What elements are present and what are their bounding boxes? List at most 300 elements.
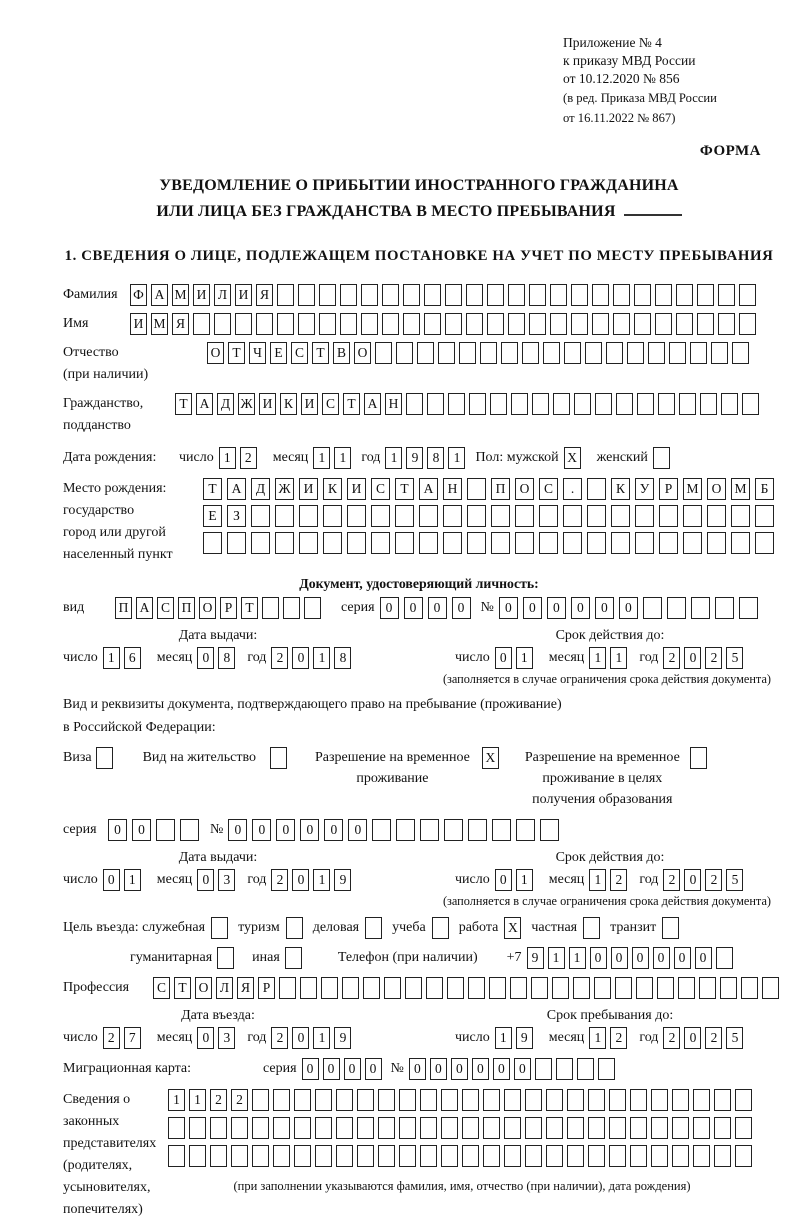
char-cell[interactable]: Н <box>443 478 462 500</box>
char-cell[interactable] <box>252 1117 269 1139</box>
char-cell[interactable]: 1 <box>124 869 141 891</box>
char-cell[interactable] <box>721 393 738 415</box>
char-cell[interactable] <box>444 819 463 841</box>
char-cell[interactable]: 1 <box>313 447 330 469</box>
char-cell[interactable] <box>563 532 582 554</box>
char-cell[interactable] <box>522 342 539 364</box>
char-cell[interactable] <box>739 313 756 335</box>
char-cell[interactable] <box>189 1117 206 1139</box>
char-cell[interactable] <box>279 977 296 999</box>
char-cell[interactable] <box>540 819 559 841</box>
char-cell[interactable] <box>321 977 338 999</box>
char-cell[interactable] <box>762 977 779 999</box>
char-cell[interactable] <box>361 313 378 335</box>
char-cell[interactable] <box>323 532 342 554</box>
char-cell[interactable] <box>315 1117 332 1139</box>
char-cell[interactable]: 8 <box>427 447 444 469</box>
char-cell[interactable] <box>634 313 651 335</box>
char-cell[interactable] <box>468 819 487 841</box>
char-cell[interactable] <box>667 597 686 619</box>
char-cell[interactable]: Ф <box>130 284 147 306</box>
char-cell[interactable]: 2 <box>705 647 722 669</box>
char-cell[interactable]: О <box>354 342 371 364</box>
char-cell[interactable] <box>678 977 695 999</box>
char-cell[interactable]: 0 <box>619 597 638 619</box>
char-cell[interactable]: М <box>151 313 168 335</box>
char-cell[interactable] <box>669 342 686 364</box>
char-cell[interactable]: 1 <box>313 1027 330 1049</box>
char-cell[interactable] <box>299 532 318 554</box>
char-cell[interactable] <box>592 313 609 335</box>
char-cell[interactable] <box>755 532 774 554</box>
char-cell[interactable]: 1 <box>385 447 402 469</box>
char-cell[interactable] <box>378 1117 395 1139</box>
char-cell[interactable] <box>606 342 623 364</box>
char-cell[interactable] <box>227 532 246 554</box>
char-cell[interactable] <box>546 1089 563 1111</box>
char-cell[interactable] <box>672 1117 689 1139</box>
char-cell[interactable] <box>443 505 462 527</box>
char-cell[interactable] <box>424 313 441 335</box>
char-cell[interactable] <box>516 819 535 841</box>
char-cell[interactable]: 0 <box>451 1058 468 1080</box>
char-cell[interactable] <box>598 1058 615 1080</box>
char-cell[interactable] <box>655 313 672 335</box>
char-cell[interactable]: Р <box>659 478 678 500</box>
char-cell[interactable] <box>720 977 737 999</box>
char-cell[interactable]: О <box>707 478 726 500</box>
char-cell[interactable]: 0 <box>103 869 120 891</box>
char-cell[interactable]: 0 <box>611 947 628 969</box>
char-cell[interactable] <box>662 917 679 939</box>
char-cell[interactable] <box>371 505 390 527</box>
char-cell[interactable] <box>256 313 273 335</box>
char-cell[interactable] <box>298 284 315 306</box>
char-cell[interactable]: 2 <box>705 869 722 891</box>
char-cell[interactable] <box>634 284 651 306</box>
char-cell[interactable] <box>156 819 175 841</box>
char-cell[interactable] <box>611 505 630 527</box>
char-cell[interactable] <box>251 532 270 554</box>
char-cell[interactable]: 1 <box>569 947 586 969</box>
char-cell[interactable]: 0 <box>409 1058 426 1080</box>
char-cell[interactable] <box>574 393 591 415</box>
char-cell[interactable]: 0 <box>292 647 309 669</box>
char-cell[interactable] <box>679 393 696 415</box>
char-cell[interactable] <box>637 393 654 415</box>
char-cell[interactable] <box>672 1145 689 1167</box>
char-cell[interactable] <box>716 947 733 969</box>
char-cell[interactable]: 0 <box>571 597 590 619</box>
char-cell[interactable] <box>653 447 670 469</box>
char-cell[interactable]: Д <box>251 478 270 500</box>
char-cell[interactable] <box>693 1117 710 1139</box>
char-cell[interactable] <box>403 284 420 306</box>
char-cell[interactable] <box>609 1089 626 1111</box>
char-cell[interactable]: X <box>564 447 581 469</box>
char-cell[interactable]: Б <box>755 478 774 500</box>
char-cell[interactable]: 0 <box>547 597 566 619</box>
char-cell[interactable] <box>735 1117 752 1139</box>
char-cell[interactable] <box>210 1117 227 1139</box>
char-cell[interactable] <box>466 313 483 335</box>
char-cell[interactable]: 0 <box>228 819 247 841</box>
char-cell[interactable] <box>630 1145 647 1167</box>
char-cell[interactable]: 0 <box>428 597 447 619</box>
char-cell[interactable]: У <box>635 478 654 500</box>
char-cell[interactable]: 1 <box>189 1089 206 1111</box>
char-cell[interactable]: 0 <box>348 819 367 841</box>
char-cell[interactable] <box>467 532 486 554</box>
char-cell[interactable] <box>651 1145 668 1167</box>
char-cell[interactable]: 0 <box>653 947 670 969</box>
char-cell[interactable]: Л <box>216 977 233 999</box>
char-cell[interactable] <box>583 917 600 939</box>
char-cell[interactable]: 0 <box>132 819 151 841</box>
char-cell[interactable] <box>375 342 392 364</box>
char-cell[interactable]: Т <box>175 393 192 415</box>
char-cell[interactable] <box>396 342 413 364</box>
char-cell[interactable] <box>262 597 279 619</box>
char-cell[interactable]: 0 <box>590 947 607 969</box>
char-cell[interactable]: 0 <box>499 597 518 619</box>
char-cell[interactable] <box>693 1089 710 1111</box>
char-cell[interactable] <box>609 1117 626 1139</box>
char-cell[interactable] <box>510 977 527 999</box>
char-cell[interactable] <box>315 1145 332 1167</box>
char-cell[interactable]: И <box>301 393 318 415</box>
char-cell[interactable] <box>420 1117 437 1139</box>
char-cell[interactable] <box>445 313 462 335</box>
char-cell[interactable] <box>189 1145 206 1167</box>
char-cell[interactable] <box>714 1089 731 1111</box>
char-cell[interactable]: Р <box>220 597 237 619</box>
char-cell[interactable] <box>480 342 497 364</box>
char-cell[interactable] <box>613 284 630 306</box>
char-cell[interactable] <box>340 284 357 306</box>
char-cell[interactable]: 2 <box>103 1027 120 1049</box>
char-cell[interactable]: 9 <box>527 947 544 969</box>
char-cell[interactable] <box>651 1089 668 1111</box>
char-cell[interactable]: 9 <box>406 447 423 469</box>
char-cell[interactable] <box>657 977 674 999</box>
char-cell[interactable] <box>462 1089 479 1111</box>
char-cell[interactable]: 0 <box>493 1058 510 1080</box>
char-cell[interactable] <box>419 532 438 554</box>
char-cell[interactable] <box>567 1117 584 1139</box>
char-cell[interactable] <box>697 284 714 306</box>
char-cell[interactable] <box>588 1117 605 1139</box>
char-cell[interactable]: 3 <box>218 1027 235 1049</box>
char-cell[interactable]: 1 <box>313 647 330 669</box>
char-cell[interactable] <box>648 342 665 364</box>
char-cell[interactable] <box>294 1117 311 1139</box>
char-cell[interactable]: А <box>227 478 246 500</box>
char-cell[interactable]: С <box>153 977 170 999</box>
char-cell[interactable]: К <box>280 393 297 415</box>
char-cell[interactable]: 2 <box>231 1089 248 1111</box>
char-cell[interactable]: К <box>323 478 342 500</box>
char-cell[interactable] <box>168 1145 185 1167</box>
char-cell[interactable] <box>718 284 735 306</box>
char-cell[interactable] <box>420 1145 437 1167</box>
char-cell[interactable]: И <box>259 393 276 415</box>
char-cell[interactable]: М <box>172 284 189 306</box>
char-cell[interactable] <box>616 393 633 415</box>
char-cell[interactable]: О <box>195 977 212 999</box>
char-cell[interactable]: Л <box>214 284 231 306</box>
char-cell[interactable]: Т <box>343 393 360 415</box>
char-cell[interactable] <box>382 284 399 306</box>
char-cell[interactable]: Е <box>203 505 222 527</box>
char-cell[interactable]: С <box>157 597 174 619</box>
char-cell[interactable] <box>683 505 702 527</box>
char-cell[interactable] <box>193 313 210 335</box>
char-cell[interactable] <box>406 393 423 415</box>
char-cell[interactable]: 1 <box>103 647 120 669</box>
char-cell[interactable]: 1 <box>516 647 533 669</box>
char-cell[interactable] <box>252 1145 269 1167</box>
char-cell[interactable]: 9 <box>334 1027 351 1049</box>
char-cell[interactable]: А <box>419 478 438 500</box>
char-cell[interactable] <box>635 532 654 554</box>
char-cell[interactable]: О <box>199 597 216 619</box>
char-cell[interactable] <box>441 1089 458 1111</box>
char-cell[interactable] <box>700 393 717 415</box>
char-cell[interactable] <box>483 1089 500 1111</box>
char-cell[interactable] <box>273 1117 290 1139</box>
char-cell[interactable] <box>715 597 734 619</box>
char-cell[interactable] <box>168 1117 185 1139</box>
char-cell[interactable] <box>504 1145 521 1167</box>
char-cell[interactable] <box>336 1145 353 1167</box>
char-cell[interactable] <box>546 1117 563 1139</box>
char-cell[interactable]: И <box>347 478 366 500</box>
char-cell[interactable] <box>319 284 336 306</box>
char-cell[interactable] <box>357 1145 374 1167</box>
char-cell[interactable] <box>283 597 300 619</box>
char-cell[interactable] <box>651 1117 668 1139</box>
char-cell[interactable]: 0 <box>252 819 271 841</box>
char-cell[interactable] <box>573 977 590 999</box>
char-cell[interactable]: 0 <box>514 1058 531 1080</box>
char-cell[interactable] <box>571 284 588 306</box>
char-cell[interactable]: С <box>322 393 339 415</box>
char-cell[interactable] <box>515 505 534 527</box>
char-cell[interactable]: 0 <box>197 647 214 669</box>
char-cell[interactable]: 0 <box>108 819 127 841</box>
char-cell[interactable] <box>441 1117 458 1139</box>
char-cell[interactable] <box>270 747 287 769</box>
char-cell[interactable] <box>277 313 294 335</box>
char-cell[interactable]: Р <box>258 977 275 999</box>
char-cell[interactable]: 0 <box>495 869 512 891</box>
char-cell[interactable] <box>539 532 558 554</box>
char-cell[interactable] <box>490 393 507 415</box>
char-cell[interactable] <box>361 284 378 306</box>
char-cell[interactable] <box>336 1089 353 1111</box>
char-cell[interactable] <box>655 284 672 306</box>
char-cell[interactable] <box>563 505 582 527</box>
char-cell[interactable]: О <box>207 342 224 364</box>
char-cell[interactable]: Т <box>395 478 414 500</box>
char-cell[interactable] <box>395 532 414 554</box>
char-cell[interactable] <box>340 313 357 335</box>
char-cell[interactable] <box>180 819 199 841</box>
char-cell[interactable]: М <box>683 478 702 500</box>
char-cell[interactable] <box>731 505 750 527</box>
char-cell[interactable]: О <box>515 478 534 500</box>
char-cell[interactable] <box>690 342 707 364</box>
char-cell[interactable]: 2 <box>663 869 680 891</box>
char-cell[interactable] <box>525 1117 542 1139</box>
char-cell[interactable]: В <box>333 342 350 364</box>
char-cell[interactable] <box>342 977 359 999</box>
char-cell[interactable]: 0 <box>684 1027 701 1049</box>
char-cell[interactable] <box>203 532 222 554</box>
char-cell[interactable] <box>630 1089 647 1111</box>
char-cell[interactable] <box>347 505 366 527</box>
char-cell[interactable] <box>231 1145 248 1167</box>
char-cell[interactable] <box>611 532 630 554</box>
char-cell[interactable] <box>553 393 570 415</box>
char-cell[interactable]: 1 <box>610 647 627 669</box>
char-cell[interactable] <box>567 1145 584 1167</box>
char-cell[interactable] <box>492 819 511 841</box>
char-cell[interactable] <box>718 313 735 335</box>
char-cell[interactable]: 0 <box>495 647 512 669</box>
char-cell[interactable] <box>659 532 678 554</box>
char-cell[interactable] <box>432 917 449 939</box>
char-cell[interactable]: 5 <box>726 869 743 891</box>
char-cell[interactable] <box>609 1145 626 1167</box>
char-cell[interactable]: 0 <box>300 819 319 841</box>
char-cell[interactable] <box>467 505 486 527</box>
char-cell[interactable]: 3 <box>218 869 235 891</box>
char-cell[interactable]: 0 <box>452 597 471 619</box>
char-cell[interactable] <box>459 342 476 364</box>
char-cell[interactable] <box>691 597 710 619</box>
char-cell[interactable] <box>468 977 485 999</box>
char-cell[interactable] <box>595 393 612 415</box>
char-cell[interactable]: С <box>371 478 390 500</box>
char-cell[interactable] <box>275 532 294 554</box>
char-cell[interactable] <box>714 1117 731 1139</box>
char-cell[interactable]: 2 <box>663 1027 680 1049</box>
char-cell[interactable]: 2 <box>610 869 627 891</box>
char-cell[interactable]: 1 <box>516 869 533 891</box>
char-cell[interactable] <box>636 977 653 999</box>
char-cell[interactable] <box>298 313 315 335</box>
char-cell[interactable]: 2 <box>705 1027 722 1049</box>
char-cell[interactable] <box>336 1117 353 1139</box>
char-cell[interactable] <box>357 1089 374 1111</box>
char-cell[interactable]: 8 <box>218 647 235 669</box>
char-cell[interactable]: Ж <box>238 393 255 415</box>
char-cell[interactable] <box>511 393 528 415</box>
char-cell[interactable] <box>491 532 510 554</box>
char-cell[interactable] <box>372 819 391 841</box>
char-cell[interactable] <box>556 1058 573 1080</box>
char-cell[interactable]: Т <box>228 342 245 364</box>
char-cell[interactable] <box>676 313 693 335</box>
char-cell[interactable] <box>711 342 728 364</box>
char-cell[interactable] <box>363 977 380 999</box>
char-cell[interactable] <box>491 505 510 527</box>
char-cell[interactable] <box>417 342 434 364</box>
char-cell[interactable] <box>525 1145 542 1167</box>
char-cell[interactable]: Т <box>241 597 258 619</box>
char-cell[interactable]: С <box>539 478 558 500</box>
char-cell[interactable]: 0 <box>404 597 423 619</box>
char-cell[interactable]: 2 <box>663 647 680 669</box>
char-cell[interactable]: 0 <box>523 597 542 619</box>
char-cell[interactable] <box>347 532 366 554</box>
char-cell[interactable] <box>592 284 609 306</box>
char-cell[interactable]: 1 <box>168 1089 185 1111</box>
char-cell[interactable] <box>742 393 759 415</box>
char-cell[interactable] <box>567 1089 584 1111</box>
char-cell[interactable] <box>395 505 414 527</box>
char-cell[interactable] <box>676 284 693 306</box>
char-cell[interactable] <box>214 313 231 335</box>
char-cell[interactable]: 0 <box>674 947 691 969</box>
char-cell[interactable]: Ч <box>249 342 266 364</box>
char-cell[interactable] <box>441 1145 458 1167</box>
char-cell[interactable]: 0 <box>323 1058 340 1080</box>
char-cell[interactable] <box>420 1089 437 1111</box>
char-cell[interactable] <box>741 977 758 999</box>
char-cell[interactable] <box>532 393 549 415</box>
char-cell[interactable]: 0 <box>430 1058 447 1080</box>
char-cell[interactable] <box>300 977 317 999</box>
char-cell[interactable] <box>399 1145 416 1167</box>
char-cell[interactable]: 0 <box>365 1058 382 1080</box>
char-cell[interactable] <box>273 1089 290 1111</box>
char-cell[interactable]: 0 <box>684 647 701 669</box>
char-cell[interactable] <box>419 505 438 527</box>
char-cell[interactable] <box>529 284 546 306</box>
char-cell[interactable] <box>319 313 336 335</box>
char-cell[interactable] <box>690 747 707 769</box>
char-cell[interactable]: 0 <box>292 1027 309 1049</box>
char-cell[interactable] <box>405 977 422 999</box>
char-cell[interactable] <box>714 1145 731 1167</box>
char-cell[interactable] <box>735 1089 752 1111</box>
char-cell[interactable] <box>448 393 465 415</box>
char-cell[interactable]: 9 <box>516 1027 533 1049</box>
char-cell[interactable]: 0 <box>344 1058 361 1080</box>
char-cell[interactable] <box>235 313 252 335</box>
char-cell[interactable]: П <box>178 597 195 619</box>
char-cell[interactable] <box>550 313 567 335</box>
char-cell[interactable] <box>588 1089 605 1111</box>
char-cell[interactable] <box>543 342 560 364</box>
char-cell[interactable] <box>508 313 525 335</box>
char-cell[interactable]: 6 <box>124 647 141 669</box>
char-cell[interactable] <box>96 747 113 769</box>
char-cell[interactable]: 0 <box>324 819 343 841</box>
char-cell[interactable] <box>378 1145 395 1167</box>
char-cell[interactable] <box>487 313 504 335</box>
char-cell[interactable]: 0 <box>276 819 295 841</box>
char-cell[interactable] <box>535 1058 552 1080</box>
char-cell[interactable] <box>539 505 558 527</box>
char-cell[interactable] <box>427 393 444 415</box>
char-cell[interactable]: 0 <box>197 1027 214 1049</box>
char-cell[interactable]: 0 <box>472 1058 489 1080</box>
char-cell[interactable] <box>294 1145 311 1167</box>
